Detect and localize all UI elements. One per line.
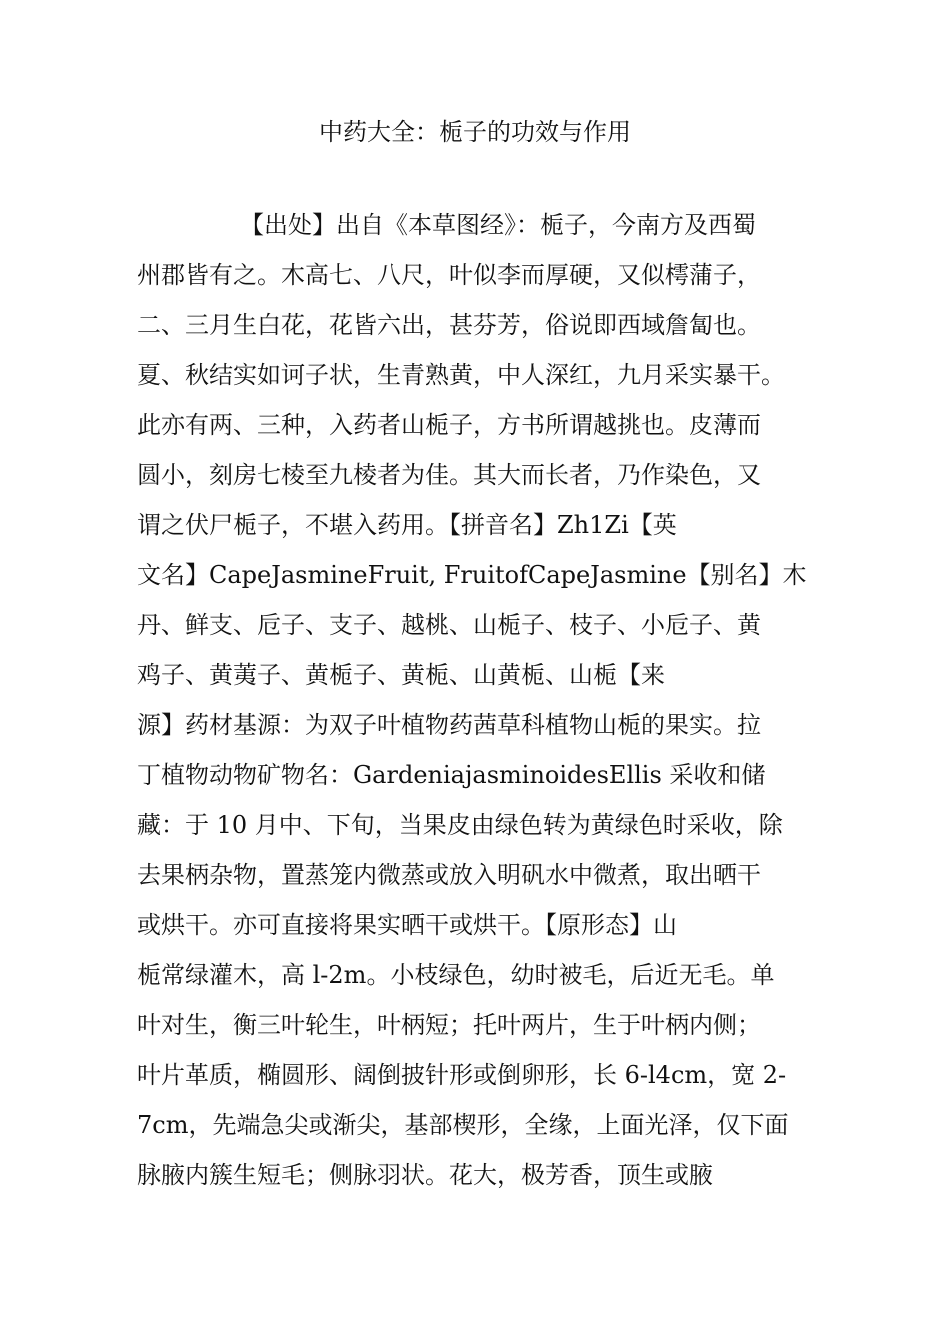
body-text [137,205,837,1205]
text-line: 栀常绿灌木，高 l-2m。小枝绿色，幼时被毛，后近无毛。单 [137,961,775,989]
text-line: 鸡子、黄荑子、黄栀子、黄栀、山黄栀、山栀【来 [137,661,665,689]
text-line: 7cm，先端急尖或渐尖，基部楔形，全缘，上面光泽，仅下面 [137,1111,789,1139]
text-line: 【出处】出自《本草图经》：栀子，今南方及西蜀 [240,211,756,239]
text-line: 谓之伏尸栀子，不堪入药用。【拼音名】Zh1Zi【英 [137,511,677,539]
text-line: 丹、鲜支、卮子、支子、越桃、山栀子、枝子、小卮子、黄 [137,611,761,639]
page-title: 中药大全：栀子的功效与作用 [319,118,631,146]
text-line: 此亦有两、三种，入药者山栀子，方书所谓越挑也。皮薄而 [137,411,761,439]
text-line: 叶对生，衡三叶轮生，叶柄短；托叶两片，生于叶柄内侧； [137,1011,761,1039]
text-line: 文名】CapeJasmineFruit, FruitofCapeJasmine【别名】木 [137,561,807,589]
text-line: 藏：于 10 月中、下旬，当果皮由绿色转为黄绿色时采收，除 [137,811,783,839]
text-line: 叶片革质，椭圆形、阔倒披针形或倒卵形，长 6-l4cm，宽 2- [137,1061,787,1089]
text-line: 二、三月生白花，花皆六出，甚芬芳，俗说即西域詹匐也。 [137,311,761,339]
text-line: 脉腋内簇生短毛；侧脉羽状。花大，极芳香，顶生或腋 [137,1161,713,1189]
text-line: 夏、秋结实如诃子状，生青熟黄，中人深红，九月采实暴干。 [137,361,785,389]
text-line: 州郡皆有之。木高七、八尺，叶似李而厚硬，又似樗蒲子， [137,261,761,289]
text-line: 丁植物动物矿物名：GardeniajasminoidesEllis 采收和储 [137,761,766,789]
text-line: 源】药材基源：为双子叶植物药茜草科植物山栀的果实。拉 [137,711,761,739]
text-line: 去果柄杂物，置蒸笼内微蒸或放入明矾水中微煮，取出晒干 [137,861,761,889]
text-line: 或烘干。亦可直接将果实晒干或烘干。【原形态】山 [137,911,677,939]
text-line: 圆小，刻房七棱至九棱者为佳。其大而长者，乃作染色，又 [137,461,761,489]
